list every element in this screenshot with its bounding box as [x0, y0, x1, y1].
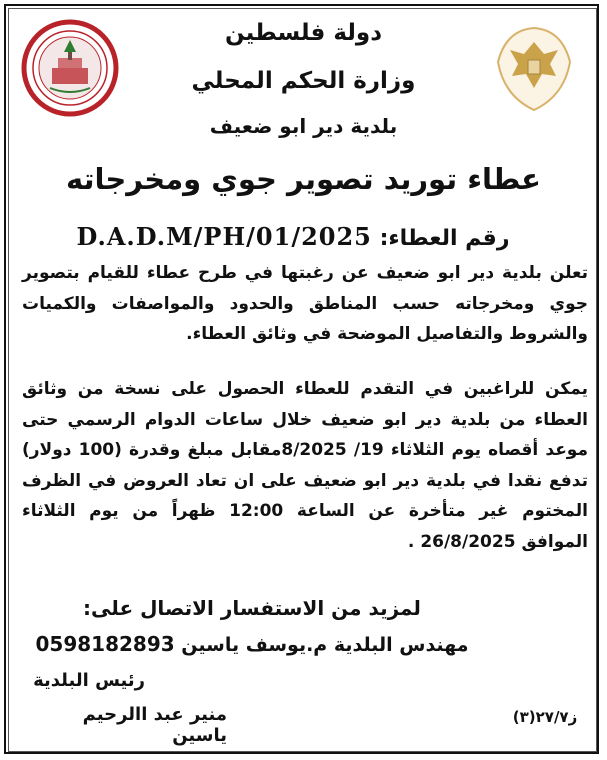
- signature-role: رئيس البلدية: [33, 670, 145, 691]
- signature-name: منير عبد االرحيم ياسين: [82, 704, 227, 746]
- tender-number-label: رقم العطاء:: [379, 226, 510, 251]
- contact-heading: لمزيد من الاستفسار الاتصال على:: [83, 596, 421, 620]
- tender-number-code: D.A.D.M/PH/01/2025: [76, 222, 372, 251]
- header-country: دولة فلسطين: [224, 20, 383, 46]
- contact-line: [22, 632, 482, 656]
- municipality-seal-icon: [20, 18, 120, 118]
- contact-person: مهندس البلدية م.يوسف ياسين: [181, 634, 469, 656]
- palestine-eagle-emblem-icon: [484, 18, 584, 118]
- page-title: عطاء توريد تصوير جوي ومخرجاته: [66, 162, 541, 196]
- contact-phone: 0598182893: [35, 632, 175, 656]
- file-number: ز٢٧/٧(٣): [512, 708, 578, 726]
- header-ministry: وزارة الحكم المحلي: [191, 68, 416, 94]
- instructions-paragraph: يمكن للراغبين في التقدم للعطاء الحصول على نسخة من وثائق العطاء من بلدية دير ابو ضعيف خلال ساعات الدوام الرسمي حتى موعد أقصاه يوم الثلاثاء 19/ 8/2025مقابل مبلغ وقدرة (100 دولار) تدفع نقدا في بلدية دير ابو ضعيف على ان تعاد العروض في الظرف المختوم غير متأخرة عن الساعة 12:00 ظهراً من يوم الثلاثاء الموافق 26/8/2025 .: [22, 379, 588, 552]
- tender-number: [60, 222, 526, 251]
- header-municipality: بلدية دير ابو ضعيف: [209, 114, 398, 138]
- announcement-paragraph: تعلن بلدية دير ابو ضعيف عن رغبتها في طرح عطاء للقيام بتصوير جوي ومخرجاته حسب المناطق والحدود والمواصفات والكميات والشروط والتفاصيل الموضحة في وثائق العطاء.: [22, 263, 588, 344]
